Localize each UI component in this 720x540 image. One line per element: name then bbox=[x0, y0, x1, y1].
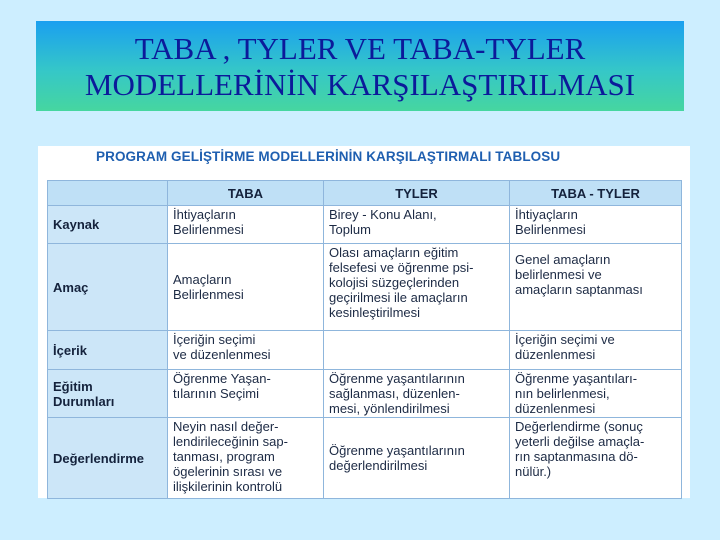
header-corner-cell bbox=[48, 181, 168, 206]
comparison-document bbox=[38, 146, 690, 498]
cell-degerlendirme-taba-tyler: Değerlendirme (sonuç yeterli değilse amaçla- rın saptanmasına dö- nülür.) bbox=[510, 418, 682, 499]
cell-amac-taba-tyler: Genel amaçların belirlenmesi ve amaçların saptanması bbox=[510, 244, 682, 331]
row-label-degerlendirme: Değerlendirme bbox=[48, 418, 168, 499]
cell-egitim-durumlari-tyler: Öğrenme yaşantılarının sağlanması, düzenlen- mesi, yönlendirilmesi bbox=[324, 370, 510, 418]
table-row-icerik bbox=[48, 331, 682, 370]
table-row-egitim-durumlari bbox=[48, 370, 682, 418]
row-label-kaynak: Kaynak bbox=[48, 206, 168, 244]
cell-egitim-durumlari-taba: Öğrenme Yaşan- tılarının Seçimi bbox=[168, 370, 324, 418]
column-header-tyler: TYLER bbox=[324, 181, 510, 206]
row-label-egitim-durumlari: Eğitim Durumları bbox=[48, 370, 168, 418]
cell-icerik-taba-tyler: İçeriğin seçimi ve düzenlenmesi bbox=[510, 331, 682, 370]
cell-amac-tyler: Olası amaçların eğitim felsefesi ve öğrenme psi- kolojisi süzgeçlerinden geçirilmesi ile amaçların kesinleştirilmesi bbox=[324, 244, 510, 331]
table-row-degerlendirme bbox=[48, 418, 682, 499]
table-header-row bbox=[48, 181, 682, 206]
column-header-taba-tyler: TABA - TYLER bbox=[510, 181, 682, 206]
slide-title-line-1: TABA , TYLER VE TABA-TYLER bbox=[134, 31, 586, 66]
row-label-amac: Amaç bbox=[48, 244, 168, 331]
slide-title bbox=[36, 21, 684, 111]
cell-degerlendirme-tyler: Öğrenme yaşantılarının değerlendirilmesi bbox=[324, 418, 510, 499]
cell-kaynak-taba-tyler: İhtiyaçların Belirlenmesi bbox=[510, 206, 682, 244]
cell-amac-taba: Amaçların Belirlenmesi bbox=[168, 244, 324, 331]
cell-egitim-durumlari-taba-tyler: Öğrenme yaşantıları- nın belirlenmesi, düzenlenmesi bbox=[510, 370, 682, 418]
cell-icerik-tyler bbox=[324, 331, 510, 370]
cell-kaynak-taba: İhtiyaçların Belirlenmesi bbox=[168, 206, 324, 244]
comparison-table bbox=[47, 180, 682, 499]
cell-degerlendirme-taba: Neyin nasıl değer- lendirileceğinin sap- tanması, program ögelerinin sırası ve ilişkilerinin kontrolü bbox=[168, 418, 324, 499]
table-row-kaynak bbox=[48, 206, 682, 244]
cell-icerik-taba: İçeriğin seçimi ve düzenlenmesi bbox=[168, 331, 324, 370]
slide-title-line-2: MODELLERİNİN KARŞILAŞTIRILMASI bbox=[84, 67, 636, 102]
column-header-taba: TABA bbox=[168, 181, 324, 206]
document-heading: PROGRAM GELİŞTİRME MODELLERİNİN KARŞILAŞTIRMALI TABLOSU bbox=[96, 149, 561, 164]
row-label-icerik: İçerik bbox=[48, 331, 168, 370]
table-row-amac bbox=[48, 244, 682, 331]
cell-kaynak-tyler: Birey - Konu Alanı, Toplum bbox=[324, 206, 510, 244]
